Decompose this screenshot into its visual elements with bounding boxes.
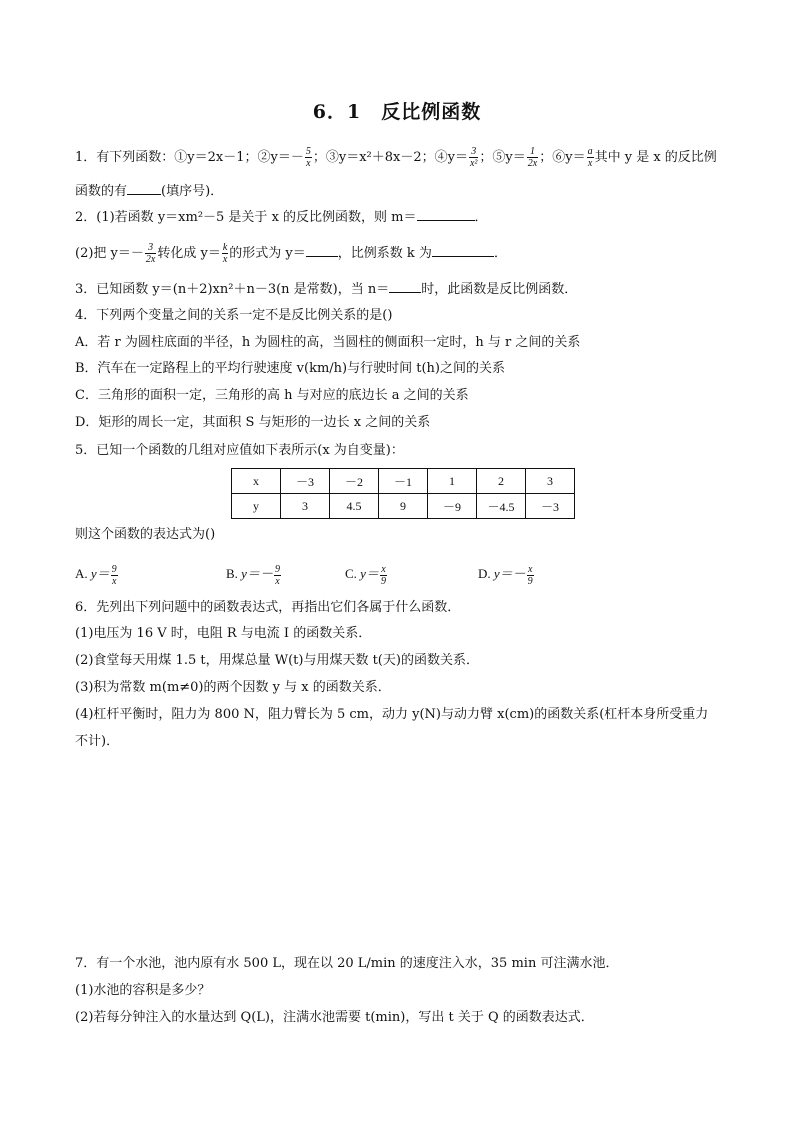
option-label: B. (226, 566, 238, 581)
question-7-part-1: (1)水池的容积是多少？ (75, 983, 211, 998)
table-cell: 2 (477, 469, 526, 494)
table-cell: 3 (281, 494, 330, 519)
question-4-stem: 4．下列两个变量之间的关系一定不是反比例关系的是() (75, 308, 393, 323)
option-fraction (380, 564, 387, 587)
table-cell: －9 (428, 494, 477, 519)
option-expr: y＝ (356, 566, 379, 581)
frac-num: 5 (305, 146, 311, 157)
question-4-option-a: A．若 r 为圆柱底面的半径，h 为圆柱的高，当圆柱的侧面积一定时，h 与 r 之间的关系 (75, 335, 581, 350)
table-cell: y (232, 494, 281, 519)
frac-den: x² (469, 158, 478, 169)
question-5-stem: 5．已知一个函数的几组对应值如下表所示(x 为自变量)： (75, 443, 404, 458)
q1-line2-tail: (填序号)． (161, 184, 224, 199)
q1-fraction-2 (305, 146, 312, 169)
answer-blank[interactable] (306, 244, 338, 257)
frac-den: x (222, 254, 228, 265)
question-6-part-4: (4)杠杆平衡时，阻力为 800 N，阻力臂长为 5 cm，动力 y(N)与动力臂 x(cm)的函数关系(杠杆本身所受重力 (75, 707, 709, 722)
question-6-part-4-cont: 不计)． (75, 734, 120, 749)
q1-fraction-4 (469, 146, 478, 169)
option-label: A. (75, 566, 88, 581)
values-table (231, 468, 575, 519)
table-cell: －4.5 (477, 494, 526, 519)
q3-tail: 时，此函数是反比例函数． (421, 282, 578, 297)
q1-fraction-6 (587, 146, 594, 169)
q2-part1-text: 2．(1)若函数 y＝xm²－5 是关于 x 的反比例函数，则 m＝ (75, 210, 417, 225)
q2-fraction (145, 242, 156, 265)
q2-part2-tail: ． (493, 246, 507, 261)
frac-den: x (275, 575, 280, 587)
answer-blank[interactable] (389, 280, 421, 293)
option-expr: y＝－ (490, 566, 526, 581)
answer-blank[interactable] (127, 182, 161, 195)
q3-text: 3．已知函数 y＝(n＋2)xn²＋n－3(n 是常数)，当 n＝ (75, 282, 390, 297)
q1-fraction-5 (527, 146, 538, 169)
frac-num: 1 (527, 146, 538, 158)
answer-blank[interactable] (417, 208, 475, 221)
q2-k-fraction (222, 242, 228, 265)
frac-den: 2x (145, 254, 156, 265)
table-cell: 3 (526, 469, 575, 494)
option-fraction (527, 564, 534, 587)
q2-part2-text: (2)把 y＝－ (75, 246, 144, 261)
question-2-line-2 (75, 242, 507, 265)
frac-den: x (587, 158, 593, 169)
frac-num: 9 (111, 563, 117, 575)
frac-den: x (111, 575, 117, 587)
q2-part2-form: 的形式为 y＝ (229, 246, 306, 261)
q1-prefix: 1．有下列函数：① (75, 150, 188, 165)
q1-function-2: y＝－ (270, 150, 304, 165)
question-3 (75, 280, 577, 299)
frac-num: a (587, 146, 593, 157)
table-cell: x (232, 469, 281, 494)
table-cell: －1 (379, 469, 428, 494)
option-expr: y＝ (87, 566, 110, 581)
question-2-line-1 (75, 208, 488, 227)
q2-part2-k: ，比例系数 k 为 (337, 246, 432, 261)
page-title: 6．1 反比例函数 (312, 101, 482, 123)
option-fraction (274, 564, 281, 587)
q1-line2-text: 函数的有 (75, 184, 128, 199)
table-cell: －2 (330, 469, 379, 494)
q1-function-4: y＝ (447, 150, 468, 165)
answer-blank[interactable] (432, 244, 494, 257)
question-6-part-1: (1)电压为 16 V 时，电阻 R 与电流 I 的函数关系． (75, 626, 372, 641)
table-cell: 9 (379, 494, 428, 519)
question-6-part-2: (2)食堂每天用煤 1.5 t，用煤总量 W(t)与用煤天数 t(天)的函数关系． (75, 653, 479, 668)
frac-num: 3 (145, 242, 156, 254)
question-7-stem: 7．有一个水池，池内原有水 500 L，现在以 20 L/min 的速度注入水，35 min 可注满水池． (75, 956, 619, 971)
option-fraction (111, 564, 118, 587)
frac-num: x (527, 563, 533, 575)
q1-function-1: y＝2x－1；② (187, 150, 271, 165)
table-cell: －3 (526, 494, 575, 519)
frac-num: 9 (274, 563, 280, 575)
frac-den: 9 (380, 575, 386, 587)
q2-part2-mid: 转化成 y＝ (157, 246, 221, 261)
table-row-y (232, 494, 575, 519)
frac-den: x (306, 158, 311, 169)
table-cell: 4.5 (330, 494, 379, 519)
frac-num: 3 (469, 146, 478, 158)
question-5-after: 则这个函数的表达式为() (75, 527, 216, 542)
table-row-x (232, 469, 575, 494)
option-expr: y＝－ (237, 566, 273, 581)
frac-num: k (222, 242, 228, 253)
table-cell: 1 (428, 469, 477, 494)
frac-num: x (381, 563, 386, 575)
frac-den: 9 (527, 575, 533, 587)
option-label: C. (345, 566, 357, 581)
frac-den: 2x (527, 158, 538, 169)
q2-part1-tail: ． (474, 210, 488, 225)
question-5-option-c[interactable] (345, 563, 388, 587)
option-label: D. (478, 566, 491, 581)
question-4-option-b: B．汽车在一定路程上的平均行驶速度 v(km/h)与行驶时间 t(h)之间的关系 (75, 361, 506, 376)
q1-function-6: ；⑥y＝ (539, 150, 586, 165)
q1-function-5: ；⑤y＝ (479, 150, 526, 165)
question-5-option-b[interactable] (226, 563, 282, 587)
question-4-option-c: C．三角形的面积一定，三角形的高 h 与对应的底边长 a 之间的关系 (75, 388, 469, 403)
q1-function-3: ；③y＝x²＋8x－2；④ (312, 150, 448, 165)
question-5-option-a[interactable] (75, 563, 119, 587)
question-4-option-d: D．矩形的周长一定，其面积 S 与矩形的一边长 x 之间的关系 (75, 415, 431, 430)
q1-tail: 其中 y 是 x 的反比例 (594, 150, 717, 165)
question-1-line-1 (75, 146, 717, 169)
question-1-line-2 (75, 182, 223, 201)
question-5-option-d[interactable] (478, 563, 535, 587)
question-6-part-3: (3)积为常数 m(m≠0)的两个因数 y 与 x 的函数关系． (75, 680, 391, 695)
table-cell: －3 (281, 469, 330, 494)
question-7-part-2: (2)若每分钟注入的水量达到 Q(L)，注满水池需要 t(min)，写出 t 关于 Q 的函数表达式． (75, 1010, 594, 1025)
question-6-stem: 6．先列出下列问题中的函数表达式，再指出它们各属于什么函数． (75, 600, 461, 615)
